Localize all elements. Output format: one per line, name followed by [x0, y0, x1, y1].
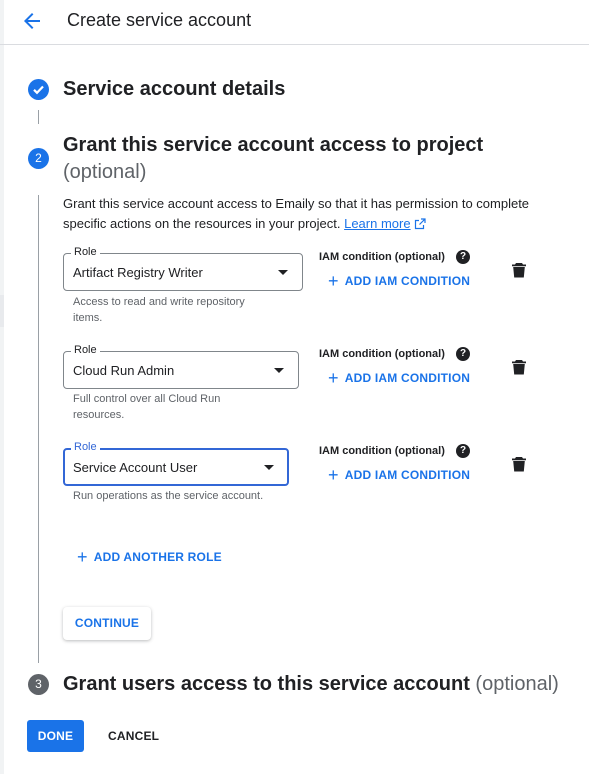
arrow-back-icon[interactable] [20, 9, 44, 33]
add-another-role-button[interactable] [77, 547, 222, 568]
left-edge-marker [0, 295, 4, 327]
role-field-label: Role [71, 343, 100, 357]
step-3-number: 3 [28, 674, 49, 695]
page-header [0, 0, 589, 45]
left-edge-strip [0, 0, 4, 774]
step-1-title[interactable]: Service account details [63, 78, 286, 100]
step-2-description [63, 194, 563, 234]
plus-icon: + [328, 271, 339, 291]
step-connector [38, 195, 39, 663]
plus-icon: + [328, 368, 339, 388]
role-select-3[interactable] [63, 441, 289, 486]
step-connector [38, 110, 39, 124]
cancel-button[interactable]: CANCEL [108, 729, 160, 743]
help-icon[interactable]: ? [456, 347, 470, 361]
learn-more-link[interactable]: Learn more [344, 216, 411, 231]
iam-condition-label: IAM condition (optional) [319, 251, 445, 263]
step-3-title-text: Grant users access to this service account [63, 673, 470, 695]
role-field-label: Role [71, 245, 100, 259]
plus-icon: + [328, 465, 339, 485]
role-select-1[interactable] [63, 246, 303, 291]
role-select-value: Service Account User [73, 460, 198, 475]
dropdown-arrow-icon [264, 465, 274, 470]
done-button[interactable]: DONE [27, 720, 84, 752]
iam-condition-label: IAM condition (optional) [319, 445, 445, 457]
open-in-new-icon[interactable] [414, 218, 426, 230]
role-select-value: Cloud Run Admin [73, 363, 175, 378]
help-icon[interactable]: ? [456, 444, 470, 458]
step-3-optional-label: (optional) [475, 673, 559, 695]
add-iam-condition-button[interactable] [328, 368, 470, 389]
add-iam-condition-button[interactable] [328, 271, 470, 292]
add-iam-condition-label: ADD IAM CONDITION [344, 371, 471, 385]
role-select-2[interactable] [63, 344, 299, 389]
help-icon[interactable]: ? [456, 250, 470, 264]
add-another-role-label: ADD ANOTHER ROLE [93, 550, 222, 564]
step-2-optional-label: (optional) [63, 161, 147, 183]
step-3-title[interactable] [63, 673, 559, 696]
step-1-complete-indicator [28, 79, 49, 100]
delete-icon[interactable] [512, 359, 526, 375]
continue-button[interactable]: CONTINUE [63, 607, 151, 640]
dropdown-arrow-icon [274, 368, 284, 373]
iam-condition-label: IAM condition (optional) [319, 348, 445, 360]
plus-icon: + [77, 547, 88, 567]
add-iam-condition-label: ADD IAM CONDITION [344, 274, 471, 288]
add-iam-condition-label: ADD IAM CONDITION [344, 468, 471, 482]
page-title: Create service account [67, 10, 252, 30]
step-2-number: 2 [28, 148, 49, 169]
role-field-label: Role [71, 440, 100, 454]
dropdown-arrow-icon [278, 270, 288, 275]
role-helper-text: Run operations as the service account. [73, 490, 264, 502]
delete-icon[interactable] [512, 262, 526, 278]
role-helper-text: Access to read and write repository items. [73, 296, 245, 324]
add-iam-condition-button[interactable] [328, 465, 470, 486]
role-select-value: Artifact Registry Writer [73, 265, 203, 280]
step-2-title: Grant this service account access to project [63, 134, 484, 156]
role-helper-text: Full control over all Cloud Run resources. [73, 393, 221, 421]
delete-icon[interactable] [512, 456, 526, 472]
description-text: Grant this service account access to Emaily so that it has permission to complete specific actions on the resources in your project. [63, 196, 530, 231]
check-icon [28, 79, 49, 100]
